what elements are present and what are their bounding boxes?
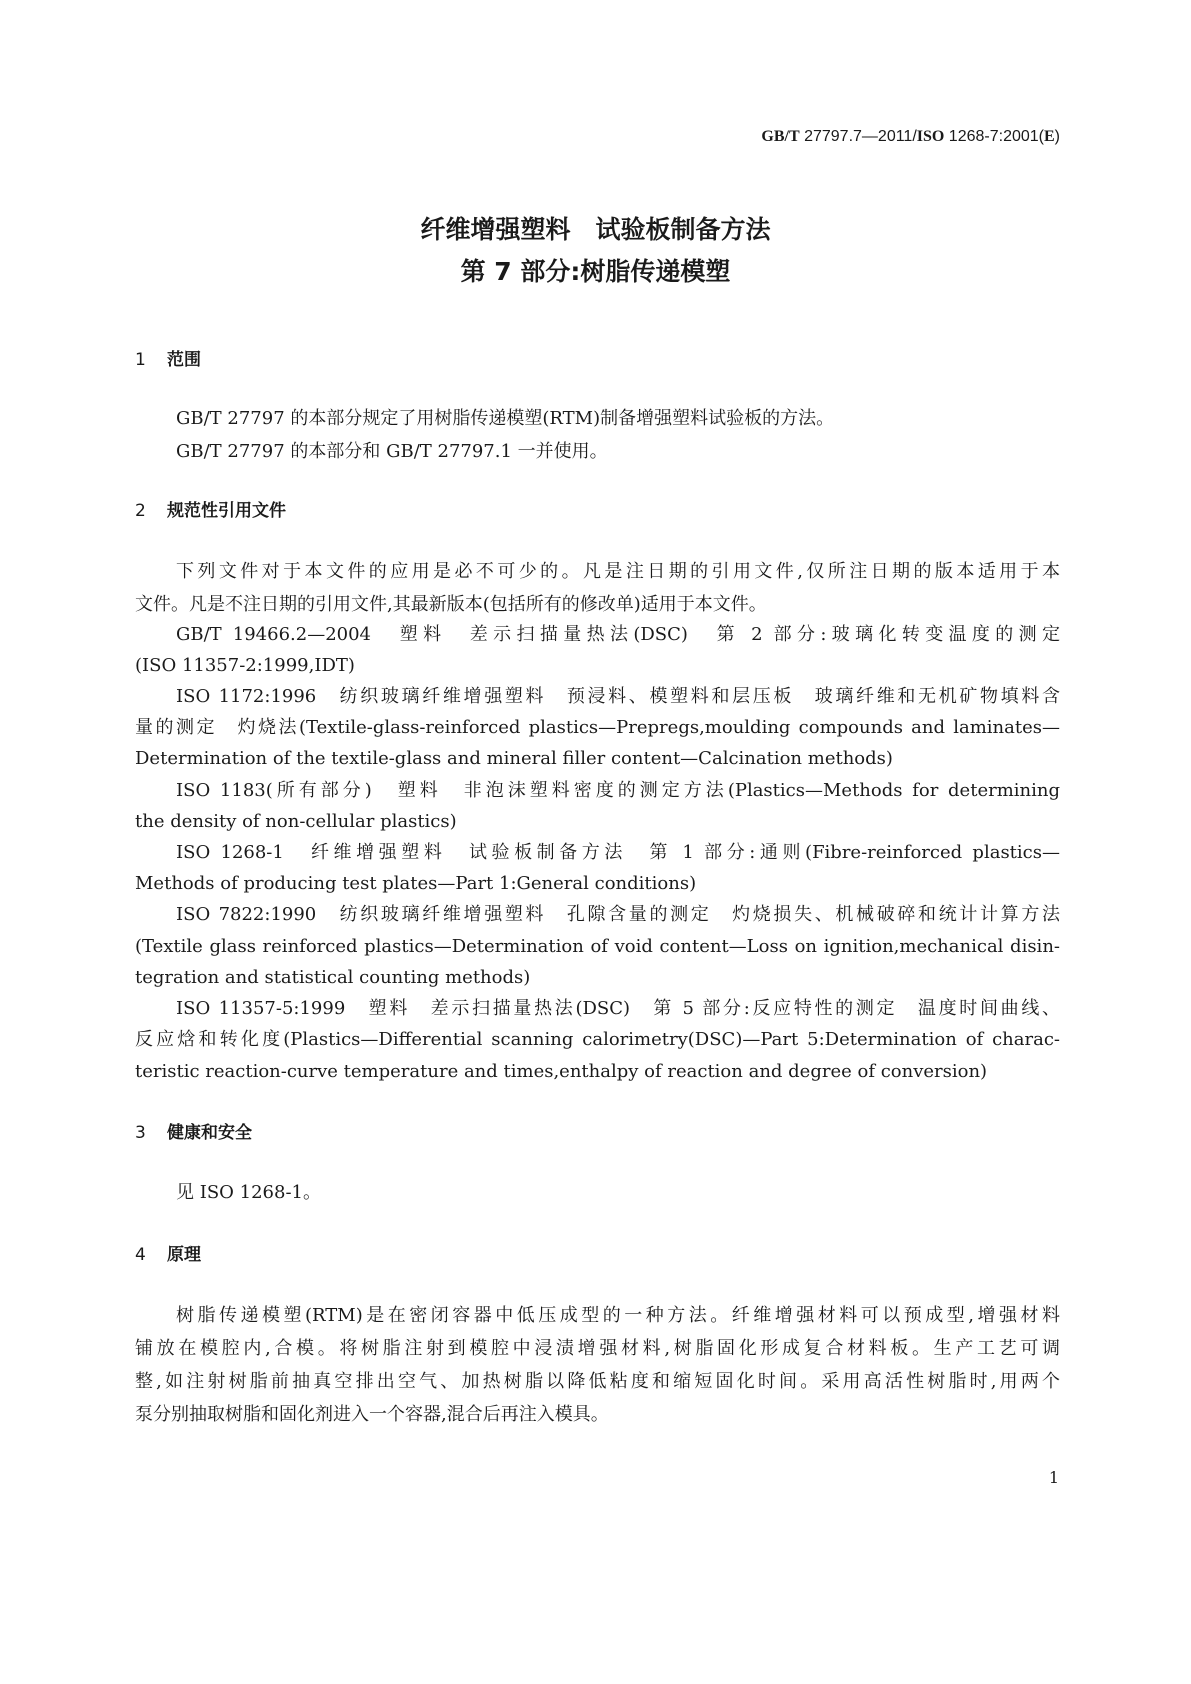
body-line: GB/T 27797 的本部分规定了用树脂传递模塑(RTM)制备增强塑料试验板的方法。 <box>176 408 835 429</box>
reference-line: ISO 1268-1 纤维增强塑料 试验板制备方法 第 1 部分:通则(Fibre-reinforced plastics— <box>176 842 1060 863</box>
reference-line: (ISO 11357-2:1999,IDT) <box>135 655 355 676</box>
reference-line: (Textile glass reinforced plastics—Determination of void content—Loss on ignition,mechanical disin- <box>135 936 1060 957</box>
section-title: 健康和安全 <box>167 1123 252 1143</box>
body-line: 见 ISO 1268-1。 <box>176 1182 321 1203</box>
section-heading-2 <box>135 499 286 523</box>
reference-line: ISO 7822:1990 纺织玻璃纤维增强塑料 孔隙含量的测定 灼烧损失、机械破碎和统计计算方法 <box>176 904 1060 925</box>
document-title: 纤维增强塑料 试验板制备方法 <box>420 215 771 244</box>
section-title: 范围 <box>167 350 201 370</box>
header-iso-number: 1268-7:2001( <box>944 128 1044 145</box>
reference-line: GB/T 19466.2—2004 塑料 差示扫描量热法(DSC) 第 2 部分:玻璃化转变温度的测定 <box>176 624 1060 645</box>
body-line: GB/T 27797 的本部分和 GB/T 27797.1 一并使用。 <box>176 441 608 462</box>
reference-line: teristic reaction-curve temperature and times,enthalpy of reaction and degree of conversion) <box>135 1061 988 1082</box>
reference-line: tegration and statistical counting methods) <box>135 967 531 988</box>
reference-line: 反应焓和转化度(Plastics—Differential scanning calorimetry(DSC)—Part 5:Determination of charac- <box>135 1029 1060 1050</box>
section-title: 原理 <box>167 1245 201 1265</box>
reference-line: ISO 1172:1996 纺织玻璃纤维增强塑料 预浸料、模塑料和层压板 玻璃纤维和无机矿物填料含 <box>176 686 1060 707</box>
running-header <box>761 128 1060 146</box>
body-line: 铺放在模腔内,合模。将树脂注射到模腔中浸渍增强材料,树脂固化形成复合材料板。生产工艺可调 <box>135 1338 1060 1359</box>
section-number: 2 <box>135 501 146 521</box>
body-line: 整,如注射树脂前抽真空排出空气、加热树脂以降低粘度和缩短固化时间。采用高活性树脂时,用两个 <box>135 1371 1060 1392</box>
section-heading-3 <box>135 1121 252 1145</box>
header-gb-number: 27797.7—2011/ <box>799 128 917 145</box>
body-line: 文件。凡是不注日期的引用文件,其最新版本(包括所有的修改单)适用于本文件。 <box>135 594 767 615</box>
document-subtitle: 第 7 部分:树脂传递模塑 <box>460 257 731 286</box>
section-heading-4 <box>135 1243 201 1267</box>
reference-line: Determination of the textile-glass and mineral filler content—Calcination methods) <box>135 748 893 769</box>
reference-line: ISO 1183(所有部分) 塑料 非泡沫塑料密度的测定方法(Plastics—Methods for determining <box>176 780 1060 801</box>
body-line: 泵分别抽取树脂和固化剂进入一个容器,混合后再注入模具。 <box>135 1404 609 1425</box>
body-line: 树脂传递模塑(RTM)是在密闭容器中低压成型的一种方法。纤维增强材料可以预成型,增强材料 <box>176 1305 1060 1326</box>
header-gb: GB/T <box>761 128 800 145</box>
section-title: 规范性引用文件 <box>167 501 286 521</box>
body-line: 下列文件对于本文件的应用是必不可少的。凡是注日期的引用文件,仅所注日期的版本适用于本 <box>176 561 1060 582</box>
header-close: ) <box>1054 128 1060 145</box>
reference-line: Methods of producing test plates—Part 1:General conditions) <box>135 873 697 894</box>
reference-line: ISO 11357-5:1999 塑料 差示扫描量热法(DSC) 第 5 部分:反应特性的测定 温度时间曲线、 <box>176 998 1060 1019</box>
section-heading-1 <box>135 348 201 372</box>
page-number: 1 <box>1048 1468 1059 1487</box>
section-number: 4 <box>135 1245 146 1265</box>
section-number: 1 <box>135 350 146 370</box>
header-iso: ISO <box>916 128 945 145</box>
section-number: 3 <box>135 1123 146 1143</box>
reference-line: the density of non-cellular plastics) <box>135 811 457 832</box>
reference-line: 量的测定 灼烧法(Textile-glass-reinforced plastics—Prepregs,moulding compounds and laminates— <box>135 717 1060 738</box>
header-lang: E <box>1044 128 1055 145</box>
